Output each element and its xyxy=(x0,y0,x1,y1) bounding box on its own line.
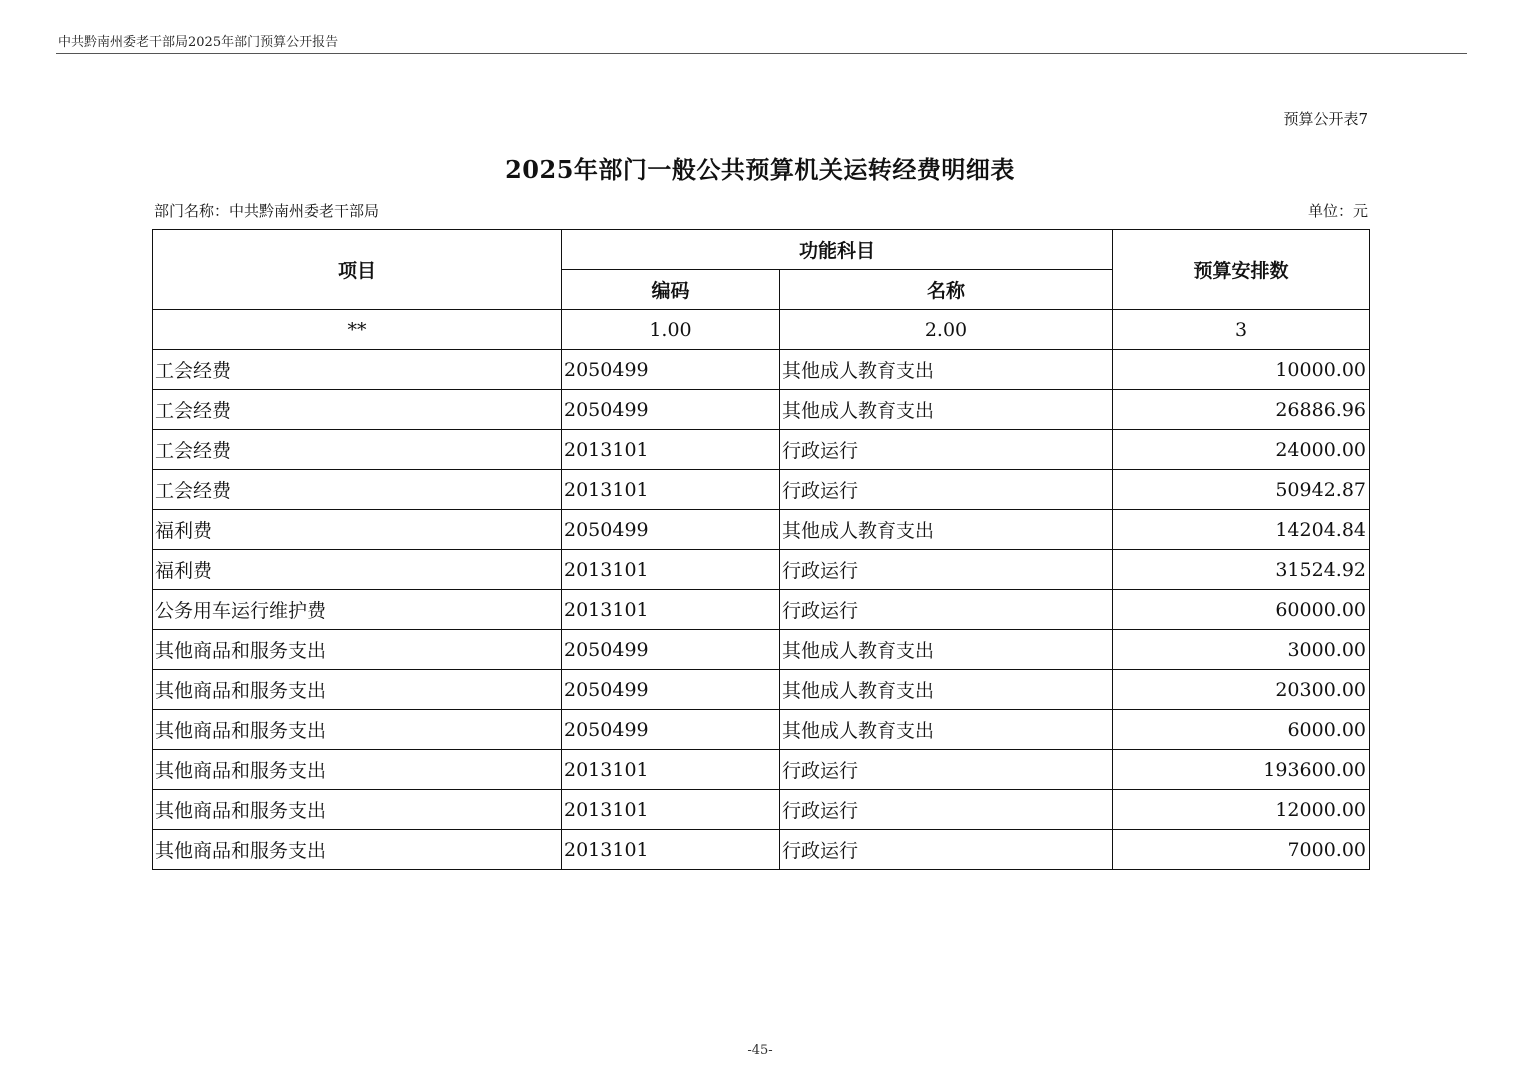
name-cell: 行政运行 xyxy=(780,550,1113,590)
code-cell: 2013101 xyxy=(562,590,780,630)
header-rule xyxy=(56,53,1467,54)
header-code: 编码 xyxy=(562,270,780,310)
amount-cell: 12000.00 xyxy=(1113,790,1370,830)
table-row xyxy=(153,430,1370,470)
table-row xyxy=(153,590,1370,630)
unit-label: 单位：元 xyxy=(1307,202,1368,220)
amount-cell: 14204.84 xyxy=(1113,510,1370,550)
code-cell: 2013101 xyxy=(562,550,780,590)
name-cell: 行政运行 xyxy=(780,830,1113,870)
amount-cell: 10000.00 xyxy=(1113,350,1370,390)
table-row xyxy=(153,670,1370,710)
name-cell: 行政运行 xyxy=(780,430,1113,470)
item-cell: 工会经费 xyxy=(153,350,562,390)
header-budget: 预算安排数 xyxy=(1113,230,1370,310)
header-item: 项目 xyxy=(153,230,562,310)
code-cell: 2050499 xyxy=(562,350,780,390)
name-cell: 其他成人教育支出 xyxy=(780,710,1113,750)
item-cell: 其他商品和服务支出 xyxy=(153,710,562,750)
item-cell: 公务用车运行维护费 xyxy=(153,590,562,630)
item-cell: 工会经费 xyxy=(153,390,562,430)
index-cell: 3 xyxy=(1113,310,1370,350)
header-function-subject: 功能科目 xyxy=(562,230,1113,270)
page-title: 2025年部门一般公共预算机关运转经费明细表 xyxy=(505,155,1015,184)
item-cell: 福利费 xyxy=(153,550,562,590)
name-cell: 行政运行 xyxy=(780,790,1113,830)
name-cell: 其他成人教育支出 xyxy=(780,350,1113,390)
name-cell: 行政运行 xyxy=(780,590,1113,630)
table-row xyxy=(153,350,1370,390)
name-cell: 其他成人教育支出 xyxy=(780,510,1113,550)
code-cell: 2050499 xyxy=(562,510,780,550)
code-cell: 2013101 xyxy=(562,470,780,510)
item-cell: 福利费 xyxy=(153,510,562,550)
code-cell: 2013101 xyxy=(562,430,780,470)
amount-cell: 50942.87 xyxy=(1113,470,1370,510)
name-cell: 其他成人教育支出 xyxy=(780,630,1113,670)
index-row xyxy=(153,310,1370,350)
name-cell: 其他成人教育支出 xyxy=(780,390,1113,430)
item-cell: 工会经费 xyxy=(153,430,562,470)
code-cell: 2050499 xyxy=(562,630,780,670)
item-cell: 其他商品和服务支出 xyxy=(153,750,562,790)
table-row xyxy=(153,790,1370,830)
amount-cell: 60000.00 xyxy=(1113,590,1370,630)
code-cell: 2050499 xyxy=(562,670,780,710)
amount-cell: 193600.00 xyxy=(1113,750,1370,790)
running-header: 中共黔南州委老干部局2025年部门预算公开报告 xyxy=(58,35,339,50)
name-cell: 其他成人教育支出 xyxy=(780,670,1113,710)
table-row xyxy=(153,550,1370,590)
amount-cell: 31524.92 xyxy=(1113,550,1370,590)
table-row xyxy=(153,390,1370,430)
code-cell: 2013101 xyxy=(562,790,780,830)
amount-cell: 6000.00 xyxy=(1113,710,1370,750)
table-row xyxy=(153,710,1370,750)
table-row xyxy=(153,470,1370,510)
amount-cell: 24000.00 xyxy=(1113,430,1370,470)
table-row xyxy=(153,630,1370,670)
table-row xyxy=(153,510,1370,550)
table-row xyxy=(153,750,1370,790)
amount-cell: 20300.00 xyxy=(1113,670,1370,710)
amount-cell: 7000.00 xyxy=(1113,830,1370,870)
code-cell: 2050499 xyxy=(562,710,780,750)
item-cell: 其他商品和服务支出 xyxy=(153,830,562,870)
item-cell: 工会经费 xyxy=(153,470,562,510)
code-cell: 2013101 xyxy=(562,750,780,790)
table-number: 预算公开表7 xyxy=(1283,110,1368,128)
amount-cell: 3000.00 xyxy=(1113,630,1370,670)
index-cell: 2.00 xyxy=(780,310,1113,350)
code-cell: 2050499 xyxy=(562,390,780,430)
code-cell: 2013101 xyxy=(562,830,780,870)
page-number: -45- xyxy=(747,1043,773,1058)
table-row xyxy=(153,830,1370,870)
index-cell: ** xyxy=(153,310,562,350)
header-name: 名称 xyxy=(780,270,1113,310)
item-cell: 其他商品和服务支出 xyxy=(153,670,562,710)
item-cell: 其他商品和服务支出 xyxy=(153,630,562,670)
department-name: 部门名称：中共黔南州委老干部局 xyxy=(154,202,380,220)
name-cell: 行政运行 xyxy=(780,750,1113,790)
index-cell: 1.00 xyxy=(562,310,780,350)
item-cell: 其他商品和服务支出 xyxy=(153,790,562,830)
name-cell: 行政运行 xyxy=(780,470,1113,510)
amount-cell: 26886.96 xyxy=(1113,390,1370,430)
budget-table xyxy=(152,229,1370,870)
